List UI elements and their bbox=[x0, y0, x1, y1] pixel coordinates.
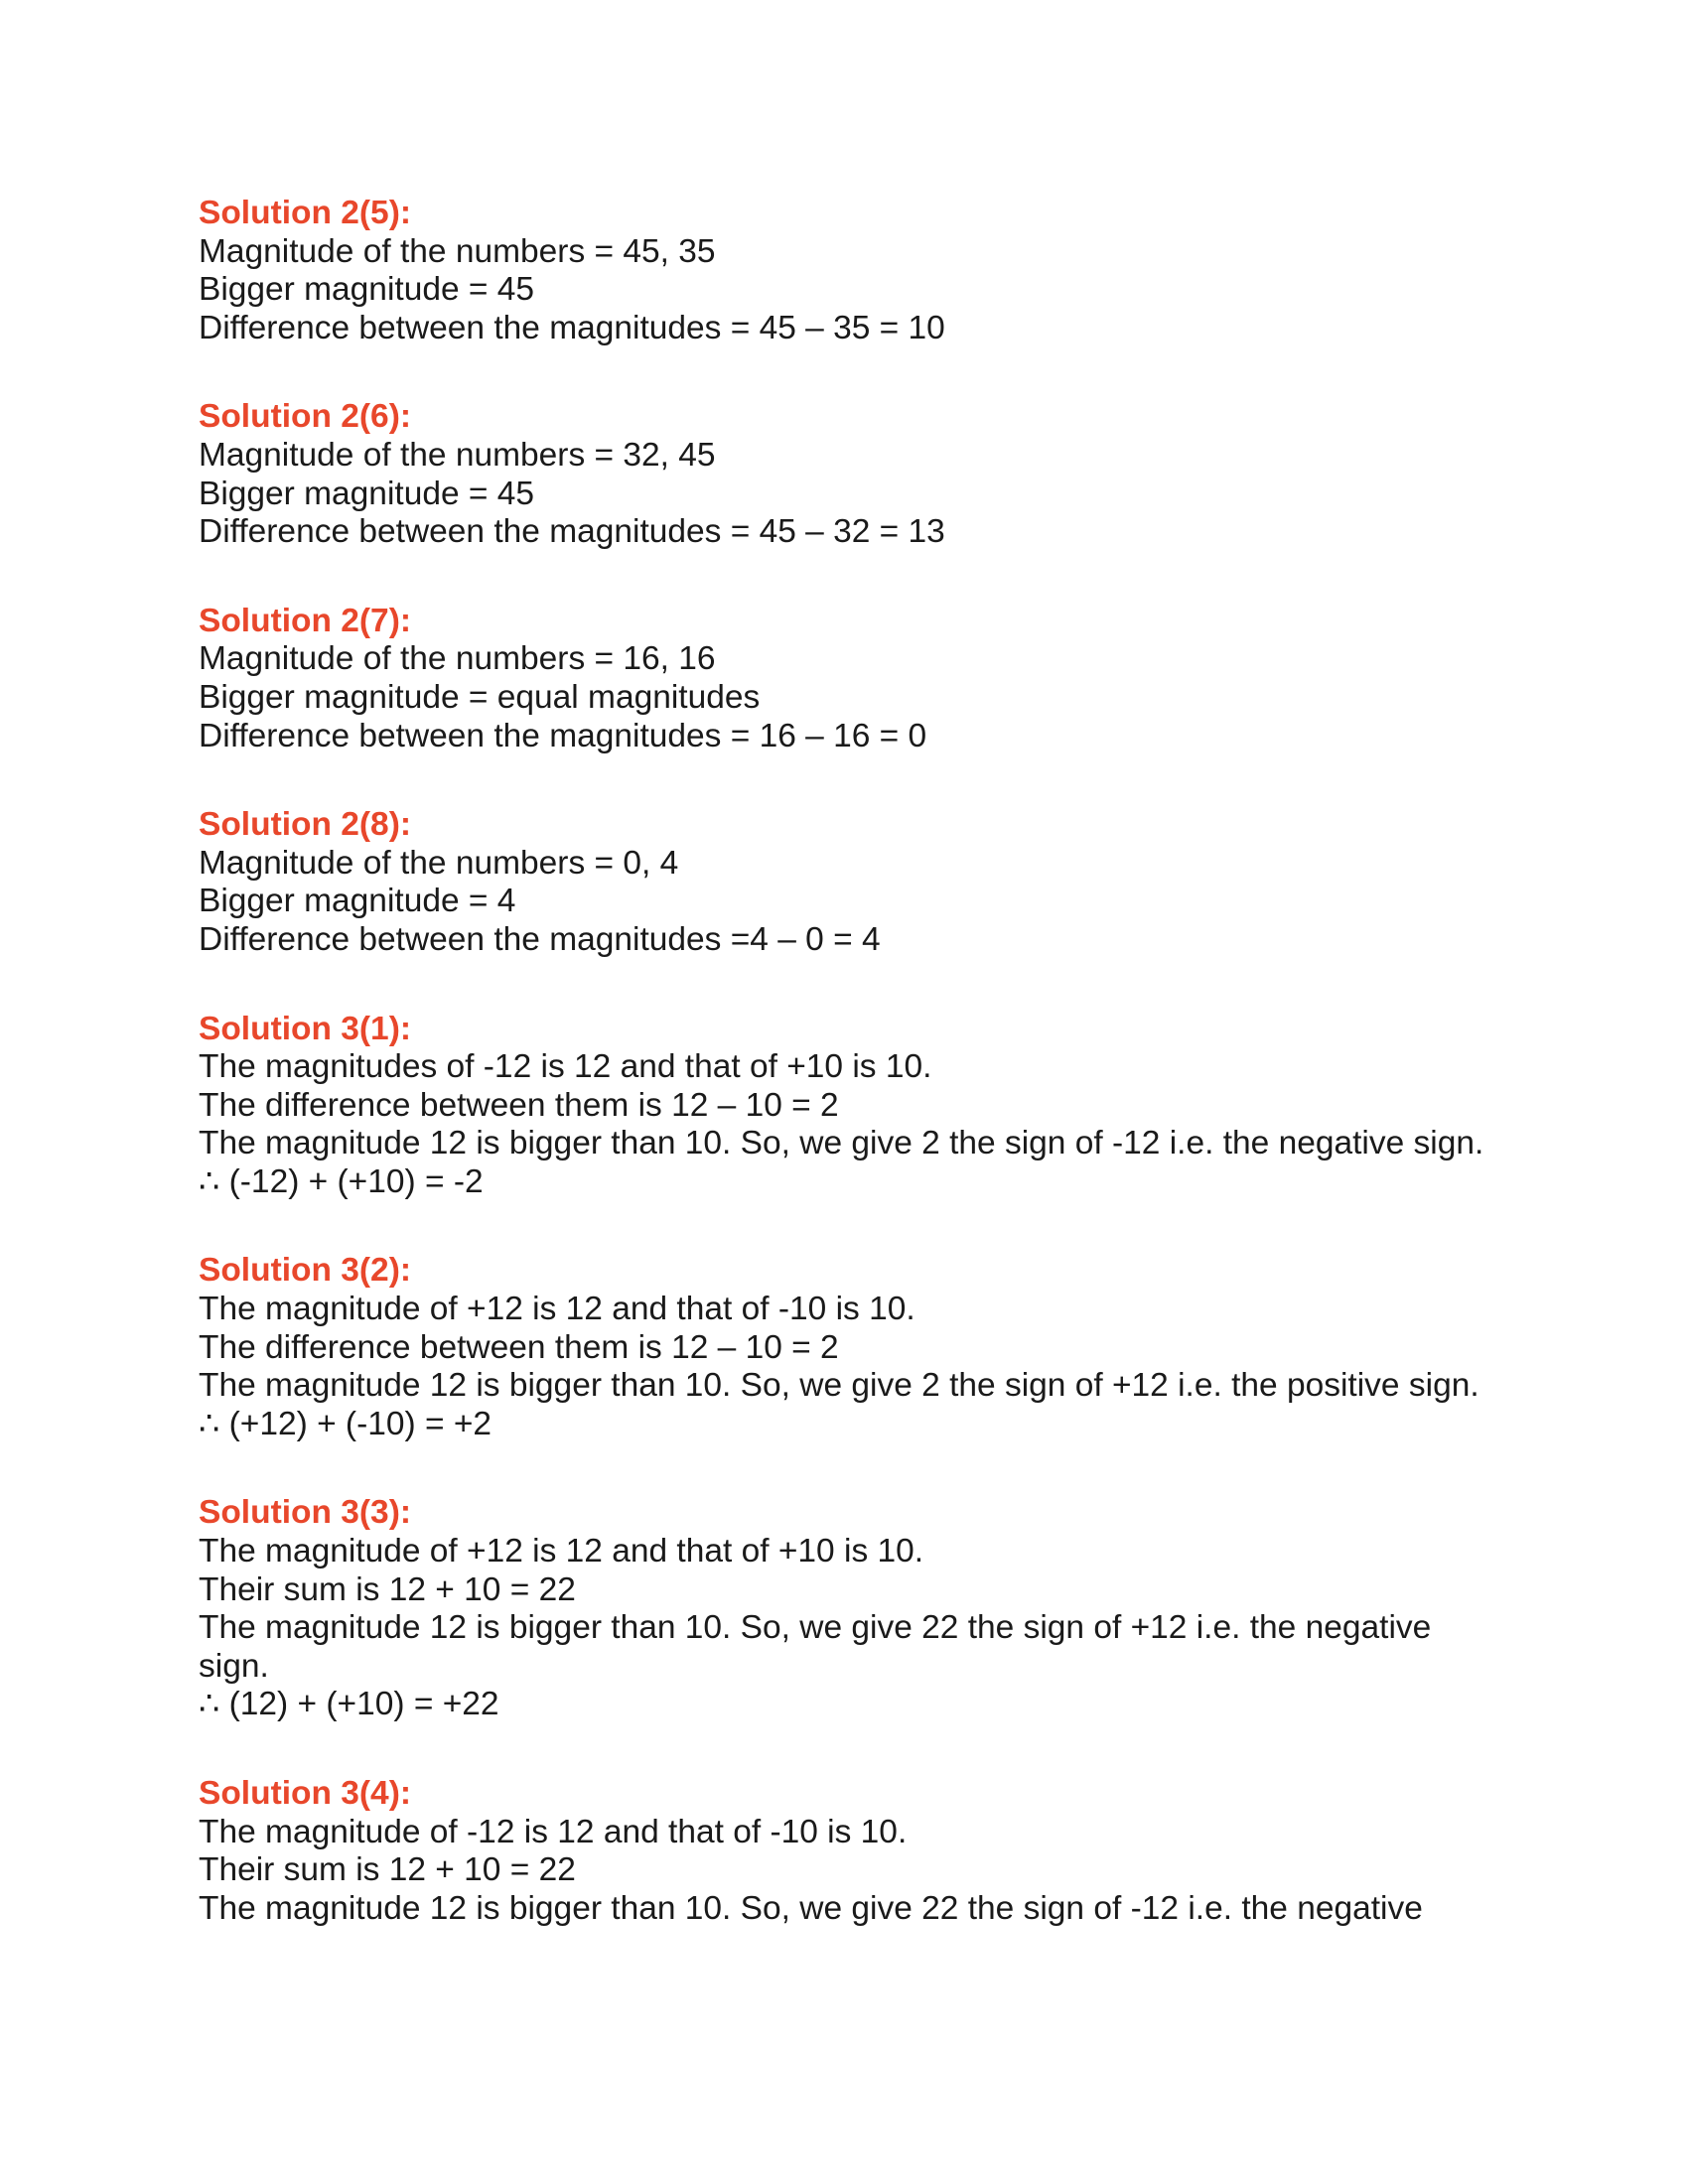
solution-2-7 bbox=[199, 603, 1529, 755]
solution-line: The magnitudes of -12 is 12 and that of +10 is 10. bbox=[199, 1048, 932, 1086]
solution-line: ∴ (12) + (+10) = +22 bbox=[199, 1686, 499, 1723]
solution-line: Bigger magnitude = equal magnitudes bbox=[199, 678, 761, 716]
solution-title: Solution 3(4): bbox=[199, 1775, 412, 1812]
solution-line: Bigger magnitude = 45 bbox=[199, 271, 535, 309]
solution-3-3 bbox=[199, 1494, 1529, 1724]
solution-line: Magnitude of the numbers = 32, 45 bbox=[199, 436, 716, 474]
solution-line: ∴ (+12) + (-10) = +2 bbox=[199, 1405, 492, 1442]
solution-line: Their sum is 12 + 10 = 22 bbox=[199, 1851, 576, 1889]
solution-title: Solution 2(5): bbox=[199, 195, 412, 231]
solution-line: The magnitude 12 is bigger than 10. So, we give 2 the sign of -12 i.e. the negative sign. bbox=[199, 1125, 1484, 1162]
solution-line: The difference between them is 12 – 10 = 2 bbox=[199, 1086, 839, 1124]
solution-line: Magnitude of the numbers = 45, 35 bbox=[199, 232, 716, 270]
solution-2-6 bbox=[199, 398, 1529, 551]
solution-2-5 bbox=[199, 195, 1529, 347]
solution-title: Solution 3(3): bbox=[199, 1494, 412, 1532]
solution-line: ∴ (-12) + (+10) = -2 bbox=[199, 1162, 484, 1200]
solution-3-1 bbox=[199, 1011, 1529, 1202]
solution-3-4 bbox=[199, 1775, 1529, 1928]
solution-title: Solution 2(7): bbox=[199, 602, 412, 639]
solution-line: sign. bbox=[199, 1647, 269, 1685]
solution-line: Difference between the magnitudes = 45 – 32 = 13 bbox=[199, 513, 945, 551]
solution-line: Difference between the magnitudes = 16 – 16 = 0 bbox=[199, 717, 927, 754]
solution-line: Bigger magnitude = 45 bbox=[199, 475, 535, 512]
solution-title: Solution 3(1): bbox=[199, 1010, 412, 1047]
solution-line: The magnitude of -12 is 12 and that of -10 is 10. bbox=[199, 1813, 908, 1850]
solution-line: Difference between the magnitudes = 45 – 35 = 10 bbox=[199, 309, 945, 346]
solution-line: Their sum is 12 + 10 = 22 bbox=[199, 1570, 576, 1608]
solution-line: The difference between them is 12 – 10 = 2 bbox=[199, 1328, 839, 1366]
solution-line: The magnitude of +12 is 12 and that of -10 is 10. bbox=[199, 1291, 915, 1328]
document-page bbox=[199, 195, 1529, 1979]
solution-line: Difference between the magnitudes =4 – 0 = 4 bbox=[199, 920, 881, 958]
solution-line: The magnitude 12 is bigger than 10. So, we give 2 the sign of +12 i.e. the positive sign. bbox=[199, 1367, 1479, 1405]
solution-line: Magnitude of the numbers = 0, 4 bbox=[199, 844, 679, 882]
solution-3-2 bbox=[199, 1252, 1529, 1443]
solution-line: Bigger magnitude = 4 bbox=[199, 883, 516, 920]
solution-title: Solution 3(2): bbox=[199, 1252, 412, 1290]
solution-line: The magnitude 12 is bigger than 10. So, we give 22 the sign of -12 i.e. the negative bbox=[199, 1889, 1423, 1927]
solution-2-8 bbox=[199, 806, 1529, 959]
solution-line: The magnitude 12 is bigger than 10. So, we give 22 the sign of +12 i.e. the negative bbox=[199, 1609, 1432, 1647]
solution-title: Solution 2(8): bbox=[199, 806, 412, 844]
solution-line: Magnitude of the numbers = 16, 16 bbox=[199, 640, 716, 678]
solution-title: Solution 2(6): bbox=[199, 398, 412, 436]
solution-line: The magnitude of +12 is 12 and that of +10 is 10. bbox=[199, 1533, 924, 1570]
